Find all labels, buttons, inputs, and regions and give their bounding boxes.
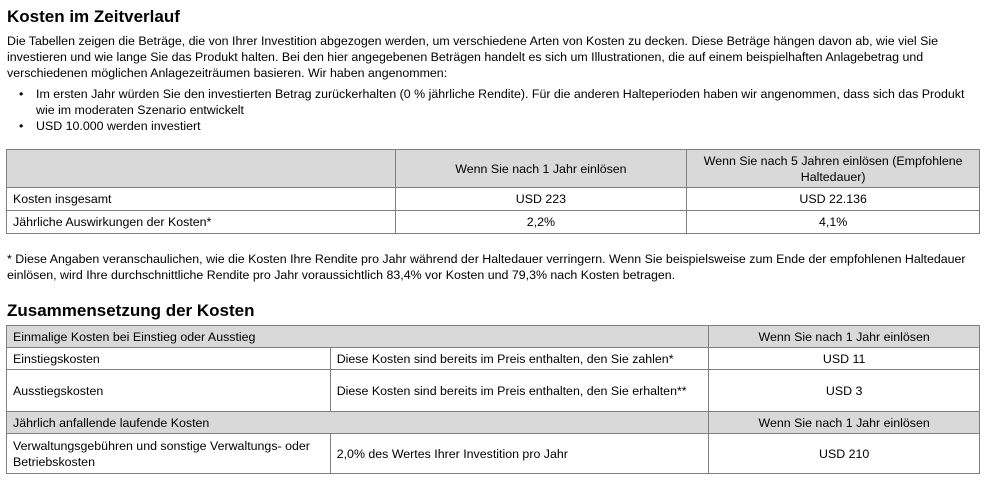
table-cell: USD 11 <box>709 348 980 370</box>
list-item <box>7 86 972 118</box>
table-cell: Jährliche Auswirkungen der Kosten* <box>7 211 396 234</box>
table-row <box>7 370 980 412</box>
table-cell: Ausstiegskosten <box>7 370 331 412</box>
assumptions-list <box>7 86 972 134</box>
list-item-text: USD 10.000 werden investiert <box>36 119 201 133</box>
bullet-icon: • <box>19 87 24 101</box>
table-cell: USD 223 <box>395 188 687 211</box>
section-title-costs-over-time: Kosten im Zeitverlauf <box>7 7 180 26</box>
table-cell: 2,0% des Wertes Ihrer Investition pro Jahr <box>330 434 709 474</box>
cost-composition-table <box>6 325 980 474</box>
table-cell: Kosten insgesamt <box>7 188 396 211</box>
table-row <box>7 188 980 211</box>
footnote: * Diese Angaben veranschaulichen, wie die Kosten Ihre Rendite pro Jahr während der Haltedauer verringern. Wenn Sie beispielsweise zum Ende der empfohlenen Haltedauer einlösen, wird Ihre durchschnittliche Rendite pro Jahr voraussichtlich 83,4% vor Kosten und 79,3% nach Kosten betragen. <box>7 252 966 282</box>
section-title-cost-composition: Zusammensetzung der Kosten <box>7 301 255 320</box>
table-header-cell <box>7 150 396 188</box>
table-group-header-row <box>7 412 980 434</box>
table-cell: 4,1% <box>687 211 980 234</box>
table-cell: 2,2% <box>395 211 687 234</box>
table-header-cell: Wenn Sie nach 1 Jahr einlösen <box>395 150 687 188</box>
table-cell: Verwaltungsgebühren und sonstige Verwaltungs- oder Betriebskosten <box>7 434 331 474</box>
table-cell: USD 210 <box>709 434 980 474</box>
intro-paragraph: Die Tabellen zeigen die Beträge, die von Ihrer Investition abgezogen werden, um verschiedene Arten von Kosten zu decken. Diese Beträge hängen davon ab, wie viel Sie investieren und wie lange Sie das Produkt halten. Bei den hier angegebenen Beträgen handelt es sich um Illustrationen, die auf einem beispielhaften Anlagebetrag und verschiedenen möglichen Anlagezeiträumen basieren. Wir haben angenommen: <box>7 34 939 80</box>
table-group-column-heading: Wenn Sie nach 1 Jahr einlösen <box>709 326 980 348</box>
table-cell: Diese Kosten sind bereits im Preis enthalten, den Sie zahlen* <box>330 348 709 370</box>
table-group-column-heading: Wenn Sie nach 1 Jahr einlösen <box>709 412 980 434</box>
table-row <box>7 348 980 370</box>
table-group-heading: Einmalige Kosten bei Einstieg oder Ausstieg <box>7 326 709 348</box>
table-group-heading: Jährlich anfallende laufende Kosten <box>7 412 709 434</box>
table-cell: USD 3 <box>709 370 980 412</box>
costs-over-time-table <box>6 149 980 234</box>
table-cell: Einstiegskosten <box>7 348 331 370</box>
table-cell: USD 22.136 <box>687 188 980 211</box>
table-row <box>7 434 980 474</box>
table-group-header-row <box>7 326 980 348</box>
table-header-row <box>7 150 980 188</box>
list-item-text: Im ersten Jahr würden Sie den investierten Betrag zurückerhalten (0 % jährliche Rendite). Für die anderen Halteperioden haben wir angenommen, dass sich das Produkt wie im moderaten Szenario entwickelt <box>36 87 965 117</box>
table-row <box>7 211 980 234</box>
table-cell: Diese Kosten sind bereits im Preis enthalten, den Sie erhalten** <box>330 370 709 412</box>
table-header-cell: Wenn Sie nach 5 Jahren einlösen (Empfohlene Haltedauer) <box>687 150 980 188</box>
bullet-icon: • <box>19 119 24 133</box>
list-item <box>7 118 972 134</box>
